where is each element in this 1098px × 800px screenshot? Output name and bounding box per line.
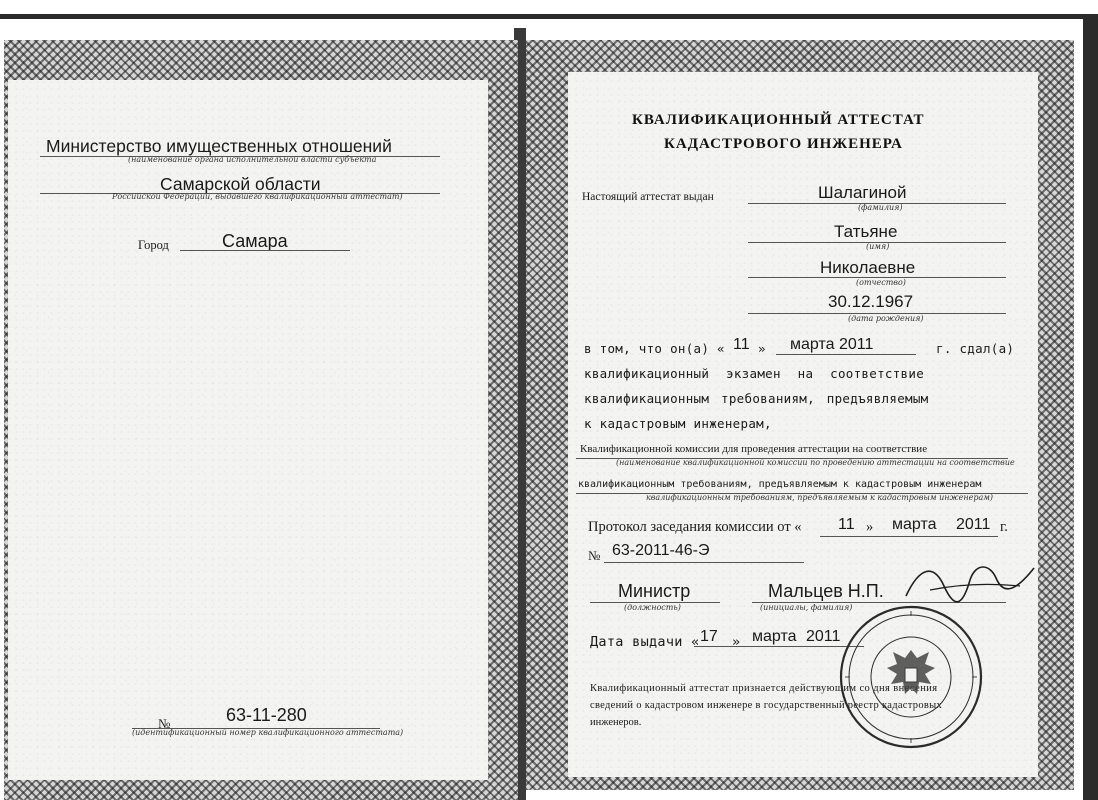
- city-label: Город: [138, 238, 169, 252]
- surname-caption: (фамилия): [858, 203, 903, 212]
- coat-of-arms-icon: [887, 650, 935, 694]
- certificate-number: 63-11-280: [226, 705, 307, 725]
- position-caption: (должность): [624, 603, 681, 612]
- city: Самара: [222, 231, 288, 251]
- validity-line3: инженеров.: [590, 717, 642, 728]
- region: Самарской области: [160, 174, 321, 194]
- signer-position: Министр: [618, 581, 691, 601]
- certificate-title-line1: КВАЛИФИКАЦИОННЫЙ АТТЕСТАТ: [632, 112, 925, 128]
- first-name: Татьяне: [834, 222, 898, 241]
- validity-line1: Квалификационный аттестат признается действующим со дня внесения: [590, 683, 938, 694]
- certificate-number-label: №: [158, 716, 171, 731]
- exam-day: 11: [733, 336, 750, 353]
- issued-to-label: Настоящий аттестат выдан: [582, 191, 714, 203]
- exam-line2: квалификационный экзамен на соответствие: [584, 366, 925, 381]
- exam-day-close: »: [758, 341, 766, 356]
- exam-line3: квалификационным требованиям, предъявляемым: [584, 391, 929, 406]
- issue-year: 2011: [806, 628, 841, 645]
- protocol-number-label: №: [588, 548, 601, 563]
- surname: Шалагиной: [818, 183, 907, 202]
- issue-label: Дата выдачи «: [590, 634, 700, 650]
- commission-name-line2: квалификационным требованиям, предъявляемым к кадастровым инженерам: [578, 479, 982, 490]
- signer-name: Мальцев Н.П.: [768, 581, 884, 601]
- authority-caption: (наименование органа исполнительной власти субъекта: [128, 155, 377, 164]
- region-caption: Российской Федерации, выдавшего квалификационный аттестат): [112, 192, 403, 201]
- scan-right-edge: [1083, 14, 1098, 800]
- issue-day-close: »: [732, 634, 741, 650]
- exam-month-year: марта 2011: [790, 336, 874, 353]
- certificate-title-line2: КАДАСТРОВОГО ИНЖЕНЕРА: [664, 136, 903, 152]
- commission-caption1: (наименование квалификационной комиссии по проведению аттестации на соответствие: [616, 458, 1015, 467]
- signer-caption: (инициалы, фамилия): [760, 603, 853, 612]
- exam-line4: к кадастровым инженерам,: [584, 416, 772, 431]
- scan-top-edge: [0, 14, 1098, 19]
- official-seal: [836, 602, 986, 752]
- exam-suffix: г. сдал(а): [936, 341, 1015, 356]
- birth-date-caption: (дата рождения): [848, 314, 924, 323]
- issue-day: 17: [700, 628, 718, 645]
- commission-caption2: квалификационным требованиям, предъявляемым к кадастровым инженерам): [646, 493, 993, 502]
- protocol-g: г.: [1000, 519, 1008, 535]
- issuing-authority: Министерство имущественных отношений: [46, 136, 392, 156]
- protocol-month: марта: [892, 516, 937, 533]
- protocol-day: 11: [838, 516, 855, 533]
- protocol-day-close: »: [866, 519, 874, 535]
- protocol-number: 63-2011-46-Э: [612, 542, 710, 559]
- patronymic-caption: (отчество): [856, 278, 906, 287]
- protocol-prefix: Протокол заседания комиссии от «: [588, 519, 802, 535]
- first-name-caption: (имя): [866, 242, 890, 251]
- protocol-year: 2011: [956, 516, 991, 533]
- patronymic: Николаевне: [820, 258, 916, 277]
- signature: [900, 556, 1040, 616]
- validity-line2: сведений о кадастровом инженере в государственный реестр кадастровых: [590, 700, 943, 711]
- exam-prefix: в том, что он(а) «: [584, 341, 725, 356]
- commission-name-line1: Квалификационной комиссии для проведения аттестации на соответствие: [580, 443, 928, 455]
- issue-month: марта: [752, 628, 797, 645]
- certificate-number-caption: (идентификационный номер квалификационного аттестата): [132, 728, 404, 737]
- birth-date: 30.12.1967: [828, 292, 914, 311]
